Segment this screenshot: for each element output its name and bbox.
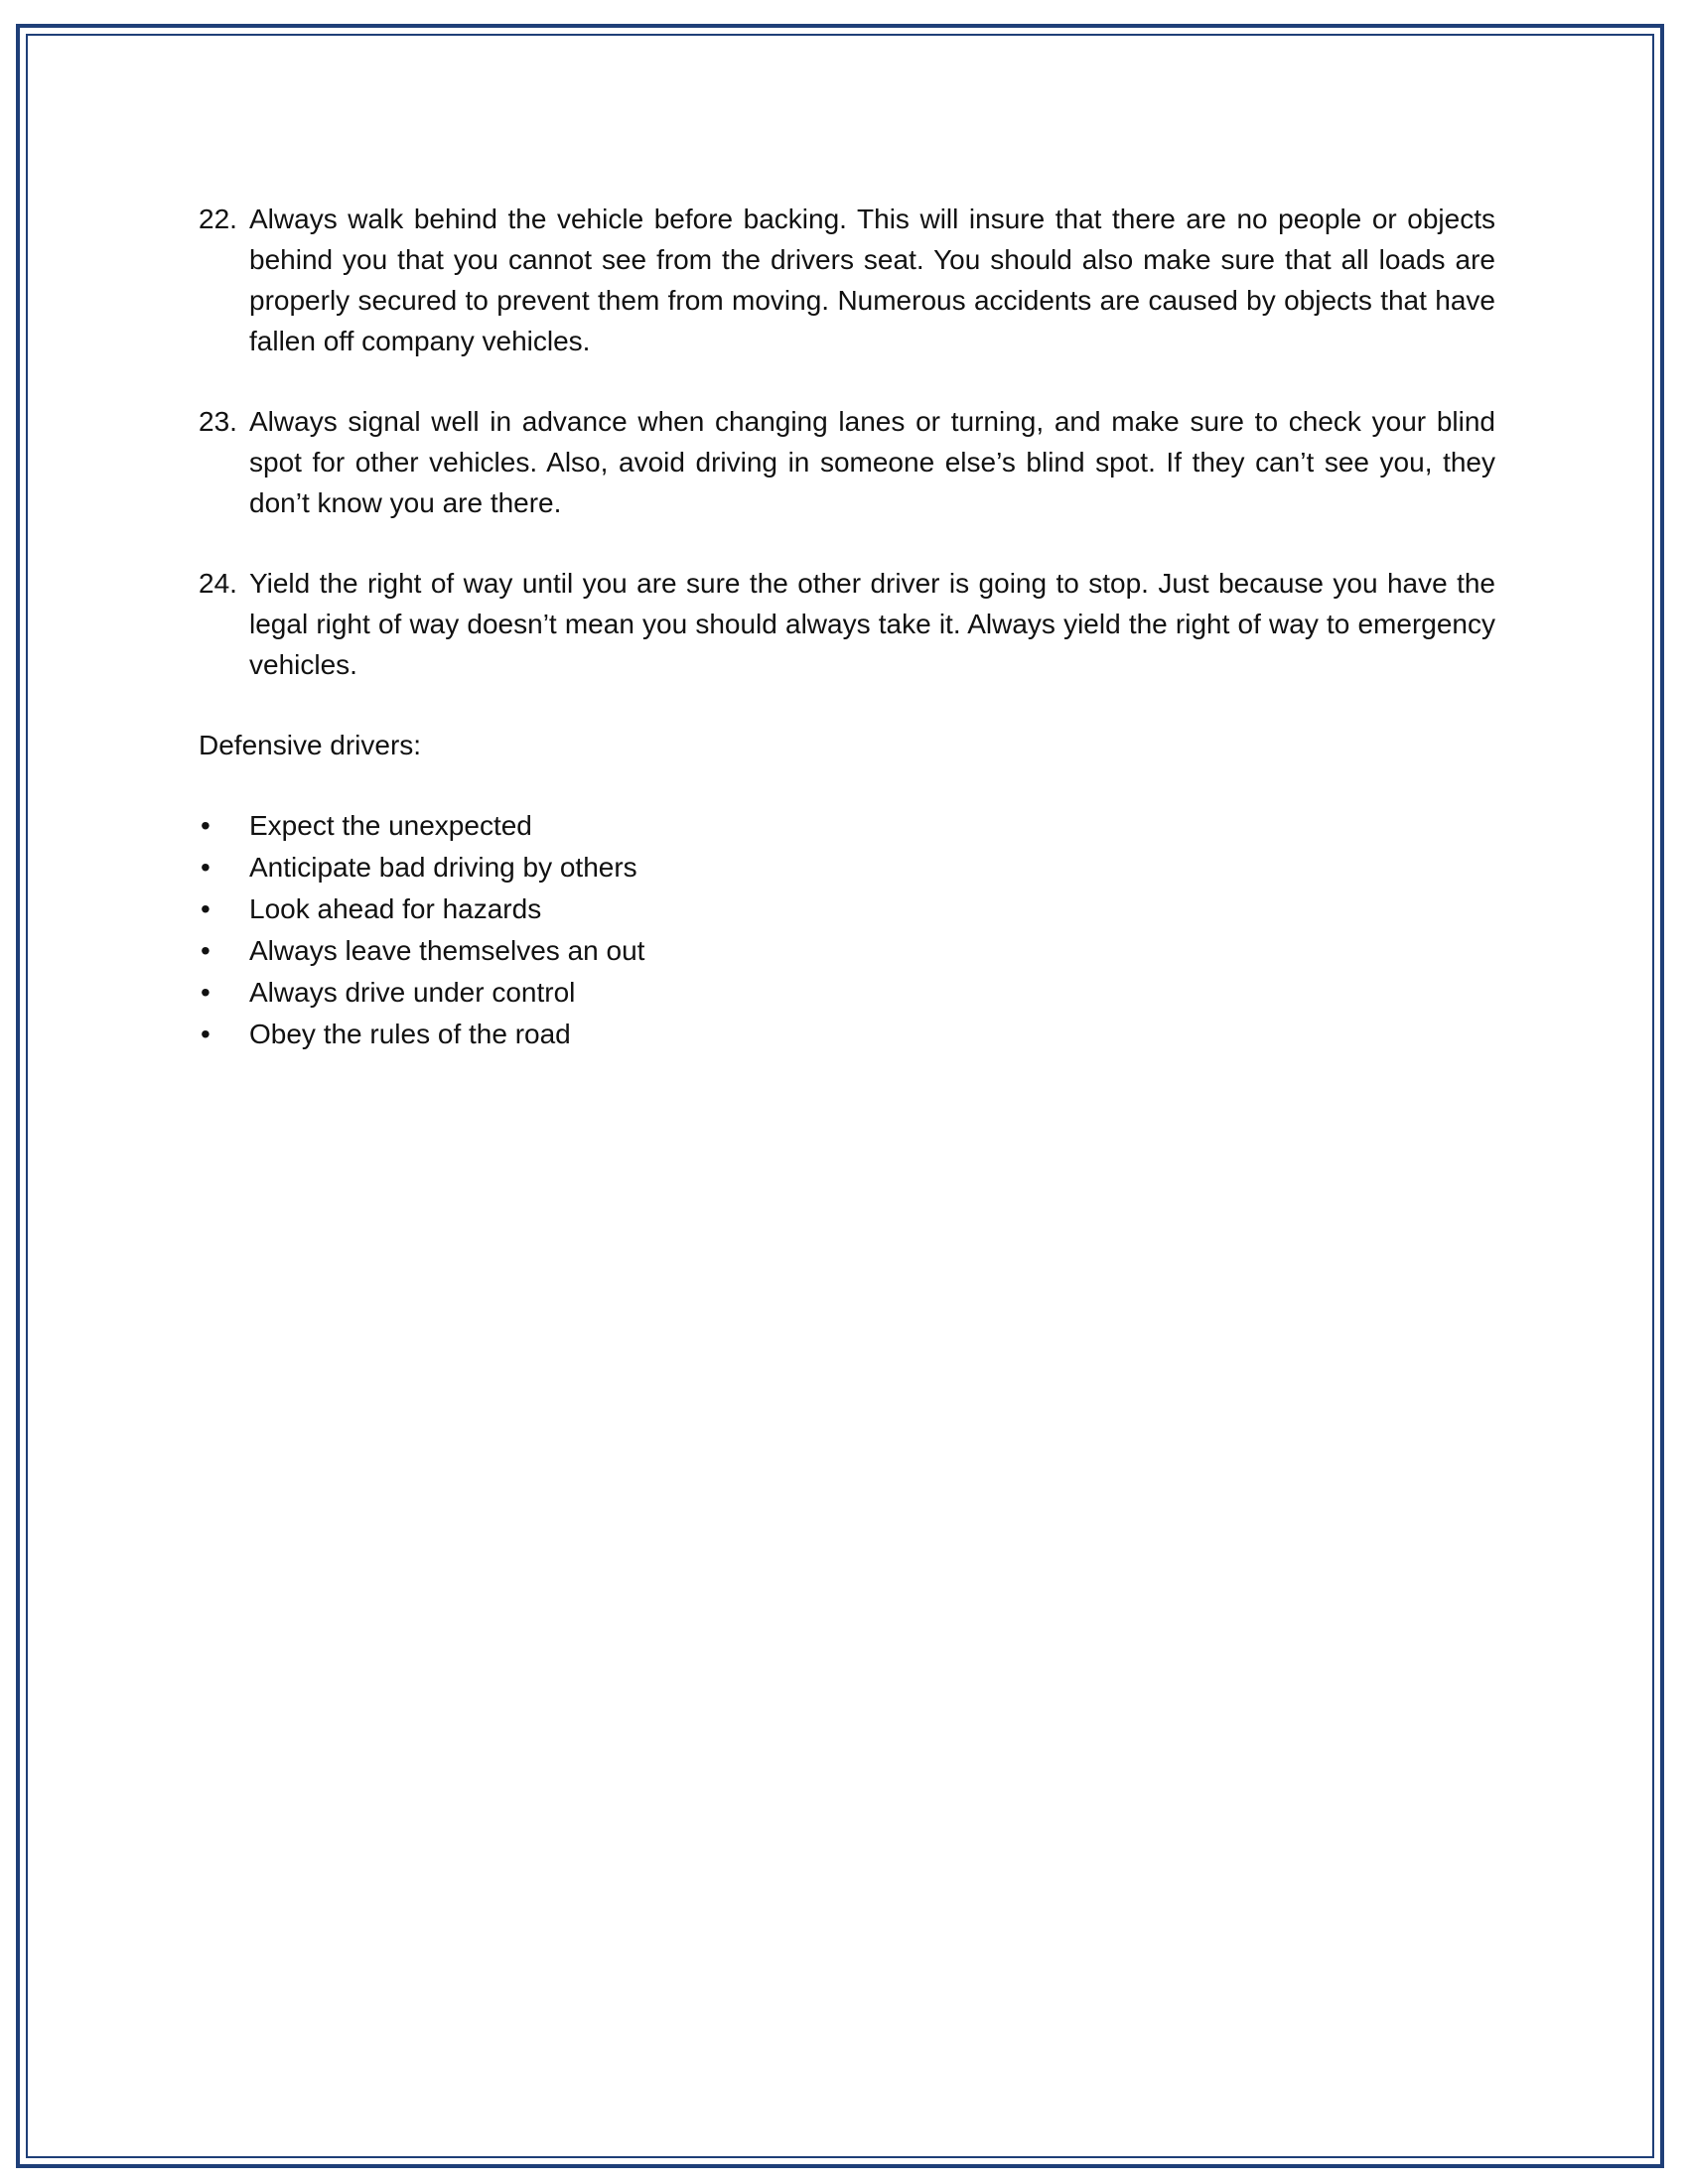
- list-item-text: Look ahead for hazards: [249, 893, 542, 924]
- item-text: Always walk behind the vehicle before backing. This will insure that there are no people or objects behind you that you cannot see from the drivers seat. You should also make sure that all loads are properly secured to prevent them from moving. Numerous accidents are caused by objects that have fallen off company vehicles.: [249, 204, 1495, 356]
- bullet-icon: •: [201, 810, 211, 841]
- list-item: [199, 847, 1495, 888]
- bullet-icon: •: [201, 893, 211, 924]
- list-item-text: Obey the rules of the road: [249, 1019, 571, 1049]
- bullet-icon: •: [201, 1019, 211, 1049]
- list-item-text: Always leave themselves an out: [249, 935, 645, 966]
- numbered-item-24: [199, 563, 1495, 685]
- defensive-drivers-list: [199, 805, 1495, 1055]
- list-item: [199, 888, 1495, 930]
- defensive-drivers-heading: Defensive drivers:: [199, 730, 422, 760]
- item-number: 24.: [199, 568, 237, 599]
- document-body: [199, 199, 1495, 1055]
- bullet-icon: •: [201, 977, 211, 1008]
- item-text: Always signal well in advance when changing lanes or turning, and make sure to check your blind spot for other vehicles. Also, avoid driving in someone else’s blind spot. If they can’t see you, they don’t know you are there.: [249, 406, 1495, 518]
- list-item-text: Always drive under control: [249, 977, 576, 1008]
- list-item: [199, 972, 1495, 1014]
- item-number: 23.: [199, 406, 237, 437]
- item-number: 22.: [199, 204, 237, 234]
- numbered-item-23: [199, 401, 1495, 523]
- bullet-icon: •: [201, 852, 211, 883]
- list-item: [199, 930, 1495, 972]
- item-text: Yield the right of way until you are sure the other driver is going to stop. Just because you have the legal right of way doesn’t mean you should always take it. Always yield the right of way to emergency vehicles.: [249, 568, 1495, 680]
- list-item-text: Anticipate bad driving by others: [249, 852, 637, 883]
- list-item: [199, 805, 1495, 847]
- bullet-icon: •: [201, 935, 211, 966]
- list-item: [199, 1014, 1495, 1055]
- list-item-text: Expect the unexpected: [249, 810, 532, 841]
- numbered-item-22: [199, 199, 1495, 361]
